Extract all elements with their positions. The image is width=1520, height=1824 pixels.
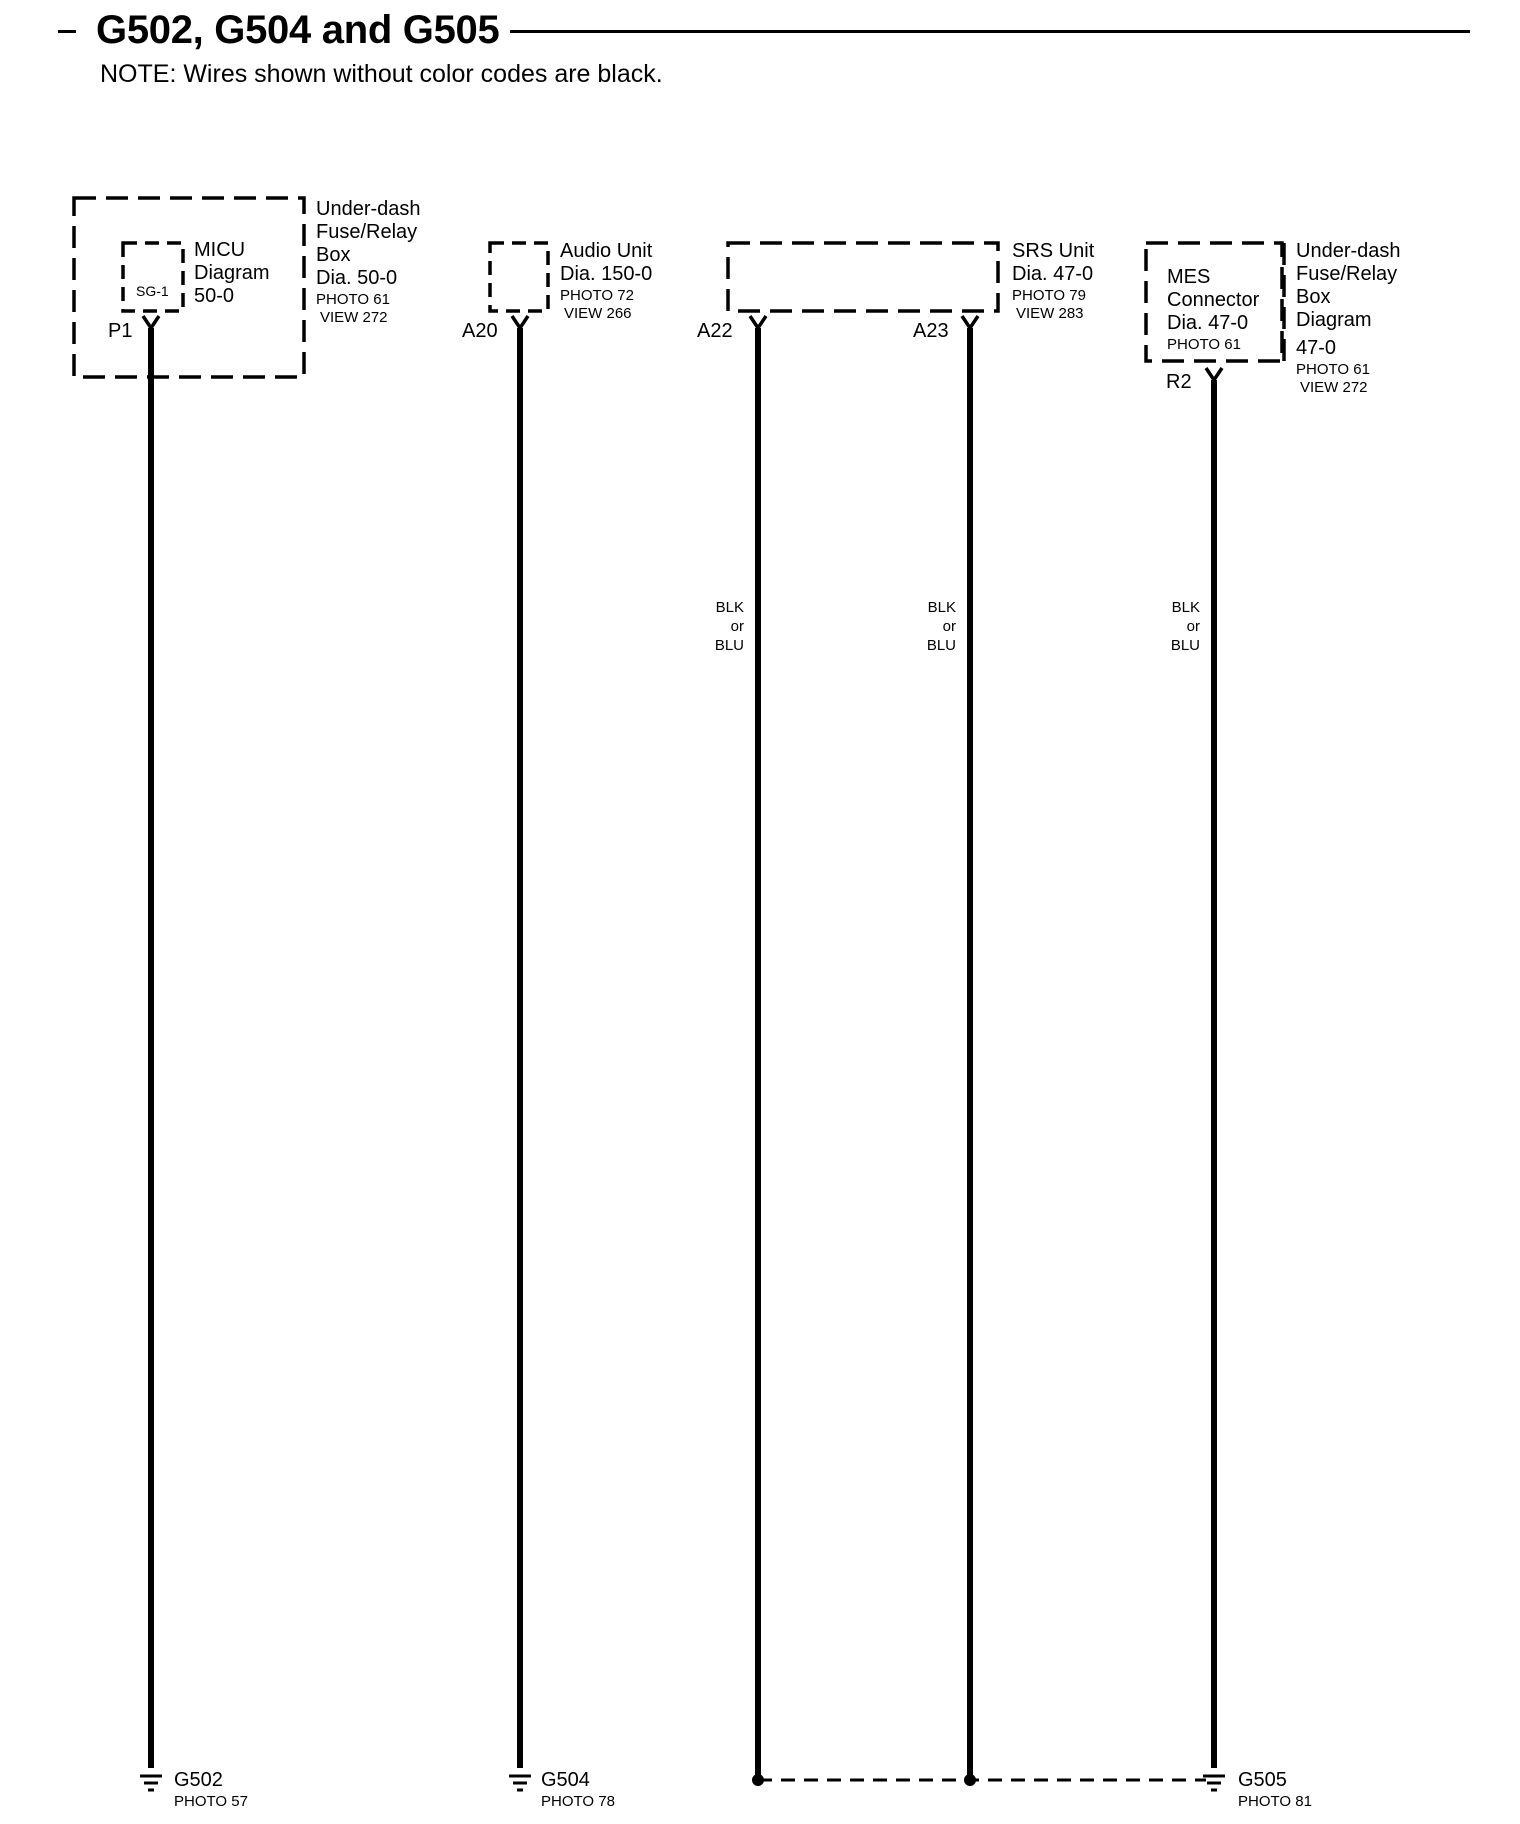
underdash-left-view: VIEW 272 bbox=[320, 309, 388, 326]
a22-color-1: BLK bbox=[715, 599, 744, 616]
a23-color-3: BLU bbox=[926, 637, 956, 654]
mes-line-1: MES bbox=[1167, 266, 1211, 288]
ground-g502-icon bbox=[140, 1776, 162, 1790]
pin-r2: R2 bbox=[1166, 371, 1192, 393]
pin-p1: P1 bbox=[108, 320, 133, 342]
ground-symbols bbox=[140, 1776, 1225, 1790]
underdash-fuse-box-left-outline bbox=[74, 198, 304, 377]
mes-photo: PHOTO 61 bbox=[1167, 336, 1241, 353]
audio-unit-label bbox=[560, 240, 653, 285]
underdash-left-line-4: Dia. 50-0 bbox=[316, 267, 398, 289]
ground-g502-label: G502 bbox=[174, 1769, 223, 1791]
audio-unit-outline bbox=[490, 243, 548, 311]
audio-photo: PHOTO 72 bbox=[560, 287, 634, 304]
splice-dot-a22 bbox=[752, 1774, 764, 1786]
connector-a23-icon bbox=[962, 316, 978, 328]
connector-r2-icon bbox=[1206, 368, 1222, 380]
audio-line-1: Audio Unit bbox=[560, 240, 653, 262]
srs-view: VIEW 283 bbox=[1016, 305, 1084, 322]
underdash-fuse-box-right-label bbox=[1296, 240, 1401, 359]
micu-label bbox=[194, 239, 270, 307]
micu-line-1: MICU bbox=[194, 239, 246, 261]
audio-line-2: Dia. 150-0 bbox=[560, 263, 653, 285]
audio-view: VIEW 266 bbox=[564, 305, 632, 322]
underdash-left-line-1: Under-dash bbox=[316, 198, 421, 220]
underdash-left-photo: PHOTO 61 bbox=[316, 291, 390, 308]
r2-color-1: BLK bbox=[1171, 599, 1200, 616]
srs-line-1: SRS Unit bbox=[1012, 240, 1095, 262]
connector-p1-icon bbox=[143, 316, 159, 328]
underdash-right-photo: PHOTO 61 bbox=[1296, 361, 1370, 378]
r2-color-2: or bbox=[1186, 618, 1200, 635]
pin-a23: A23 bbox=[913, 320, 949, 342]
srs-unit-outline bbox=[728, 243, 998, 311]
micu-outline bbox=[123, 243, 183, 311]
ground-g504-icon bbox=[509, 1776, 531, 1790]
a23-color-2: or bbox=[942, 618, 956, 635]
underdash-right-line-1: Under-dash bbox=[1296, 240, 1401, 262]
ground-g505-icon bbox=[1203, 1776, 1225, 1790]
underdash-left-line-3: Box bbox=[316, 244, 351, 266]
pin-a22: A22 bbox=[697, 320, 733, 342]
connector-a22-icon bbox=[750, 316, 766, 328]
connector-a20-icon bbox=[512, 316, 528, 328]
mes-connector-label bbox=[1167, 266, 1260, 334]
wires bbox=[151, 328, 1214, 1778]
micu-line-2: Diagram bbox=[194, 262, 270, 284]
splice-dot-a23 bbox=[964, 1774, 976, 1786]
ground-g505-photo: PHOTO 81 bbox=[1238, 1793, 1312, 1810]
a23-color-1: BLK bbox=[927, 599, 956, 616]
ground-g504-label: G504 bbox=[541, 1769, 590, 1791]
note-text: NOTE: Wires shown without color codes are black. bbox=[100, 60, 663, 88]
wire-color-labels bbox=[715, 599, 1200, 654]
a22-color-3: BLU bbox=[714, 637, 744, 654]
micu-line-3: 50-0 bbox=[194, 285, 235, 307]
r2-color-3: BLU bbox=[1170, 637, 1200, 654]
underdash-right-line-2: Fuse/Relay bbox=[1296, 263, 1398, 285]
srs-photo: PHOTO 79 bbox=[1012, 287, 1086, 304]
a22-color-2: or bbox=[730, 618, 744, 635]
underdash-right-line-3: Box bbox=[1296, 286, 1331, 308]
mes-line-2: Connector bbox=[1167, 289, 1260, 311]
underdash-right-view: VIEW 272 bbox=[1300, 379, 1368, 396]
micu-terminal-label: SG-1 bbox=[136, 283, 169, 299]
underdash-fuse-box-left-label bbox=[316, 198, 421, 289]
underdash-left-line-2: Fuse/Relay bbox=[316, 221, 418, 243]
ground-g505-label: G505 bbox=[1238, 1769, 1287, 1791]
srs-line-2: Dia. 47-0 bbox=[1012, 263, 1094, 285]
mes-line-3: Dia. 47-0 bbox=[1167, 312, 1249, 334]
underdash-right-line-5: 47-0 bbox=[1296, 337, 1337, 359]
srs-unit-label bbox=[1012, 240, 1095, 285]
pin-a20: A20 bbox=[462, 320, 498, 342]
ground-g502-photo: PHOTO 57 bbox=[174, 1793, 248, 1810]
page-title: G502, G504 and G505 bbox=[96, 8, 500, 52]
underdash-right-line-4: Diagram bbox=[1296, 309, 1372, 331]
ground-g504-photo: PHOTO 78 bbox=[541, 1793, 615, 1810]
